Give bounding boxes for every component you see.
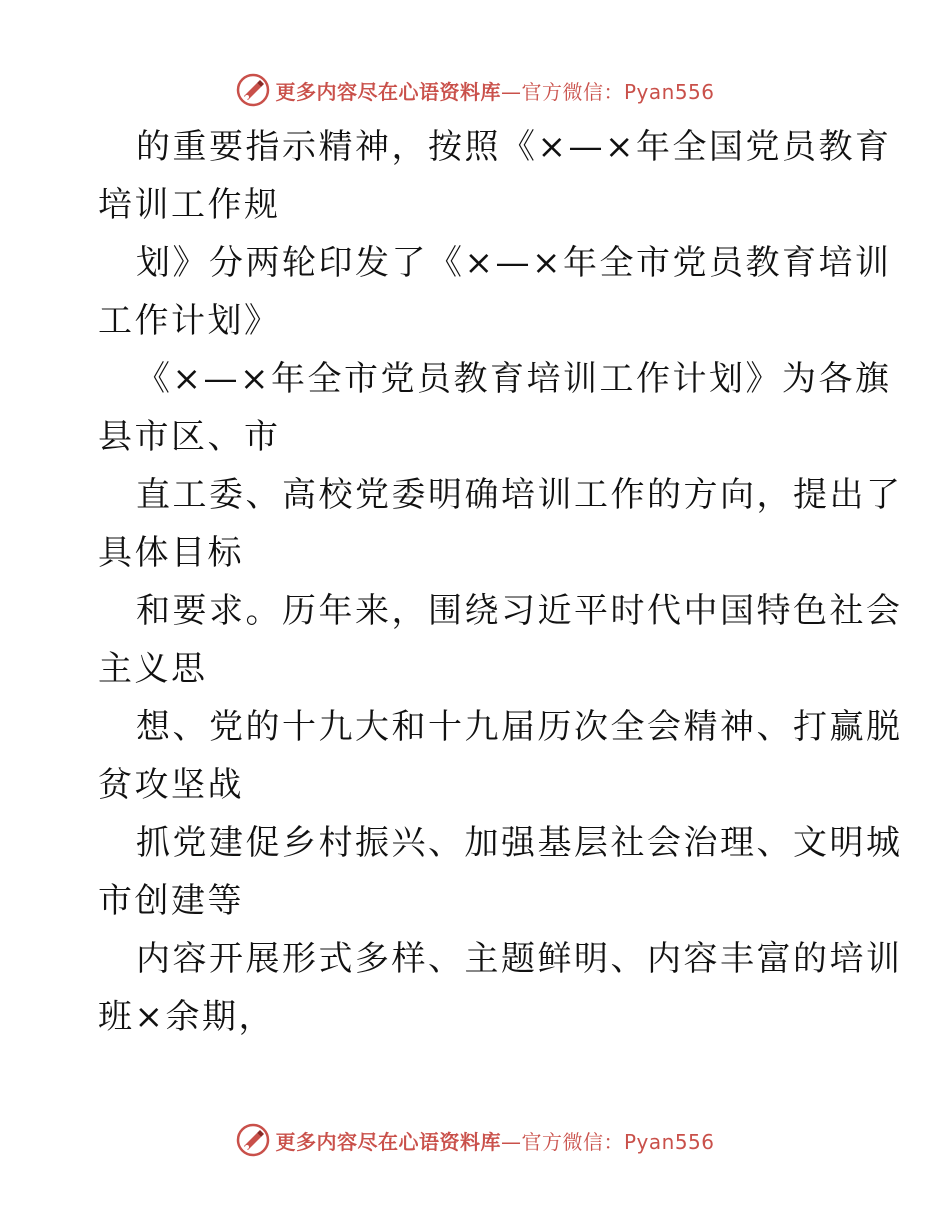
banner-wechat-id: Pyan556: [623, 79, 715, 104]
paragraph: [98, 582, 903, 698]
paragraph-line: 想、党的十九大和十九届历次全会精神、打赢脱: [136, 707, 903, 747]
banner-text: [275, 76, 714, 105]
paragraph: [98, 930, 903, 1046]
paragraph: [98, 118, 892, 234]
paragraph-line: 班×余期，: [98, 997, 275, 1037]
paragraph: [98, 234, 892, 350]
paragraph: [98, 350, 892, 466]
banner-text: [275, 1126, 714, 1155]
footer-banner: [0, 1120, 950, 1160]
paragraph: [98, 814, 903, 930]
banner-wechat-id: Pyan556: [623, 1129, 715, 1154]
ink-pen-seal-icon: [235, 72, 271, 108]
paragraph-line: 直工委、高校党委明确培训工作的方向，提出了: [136, 475, 903, 515]
banner-dash: —: [500, 1129, 522, 1154]
banner-wechat-label: 官方微信：: [521, 79, 624, 104]
paragraph: [98, 466, 903, 582]
paragraph-line: 具体目标: [98, 533, 244, 573]
header-banner: [0, 70, 950, 110]
paragraph-line: 的重要指示精神，按照《×—×年全国党员教育: [136, 127, 892, 167]
paragraph-line: 划》分两轮印发了《×—×年全市党员教育培训: [136, 243, 892, 283]
paragraph: [98, 698, 903, 814]
banner-dash: —: [500, 79, 522, 104]
paragraph-line: 市创建等: [98, 881, 244, 921]
paragraph-line: 县市区、市: [98, 417, 281, 457]
paragraph-line: 抓党建促乡村振兴、加强基层社会治理、文明城: [136, 823, 903, 863]
banner-lead-text: 更多内容尽在心语资料库: [275, 1129, 501, 1154]
paragraph-line: 培训工作规: [98, 185, 281, 225]
paragraph-line: 贫攻坚战: [98, 765, 244, 805]
ink-pen-seal-icon: [235, 1122, 271, 1158]
paragraph-line: 内容开展形式多样、主题鲜明、内容丰富的培训: [136, 939, 903, 979]
document-body: [98, 118, 903, 1046]
banner-lead-text: 更多内容尽在心语资料库: [275, 79, 501, 104]
paragraph-line: 主义思: [98, 649, 208, 689]
paragraph-line: 工作计划》: [98, 301, 281, 341]
banner-wechat-label: 官方微信：: [521, 1129, 624, 1154]
paragraph-line: 和要求。历年来，围绕习近平时代中国特色社会: [136, 591, 903, 631]
paragraph-line: 《×—×年全市党员教育培训工作计划》为各旗: [136, 359, 892, 399]
